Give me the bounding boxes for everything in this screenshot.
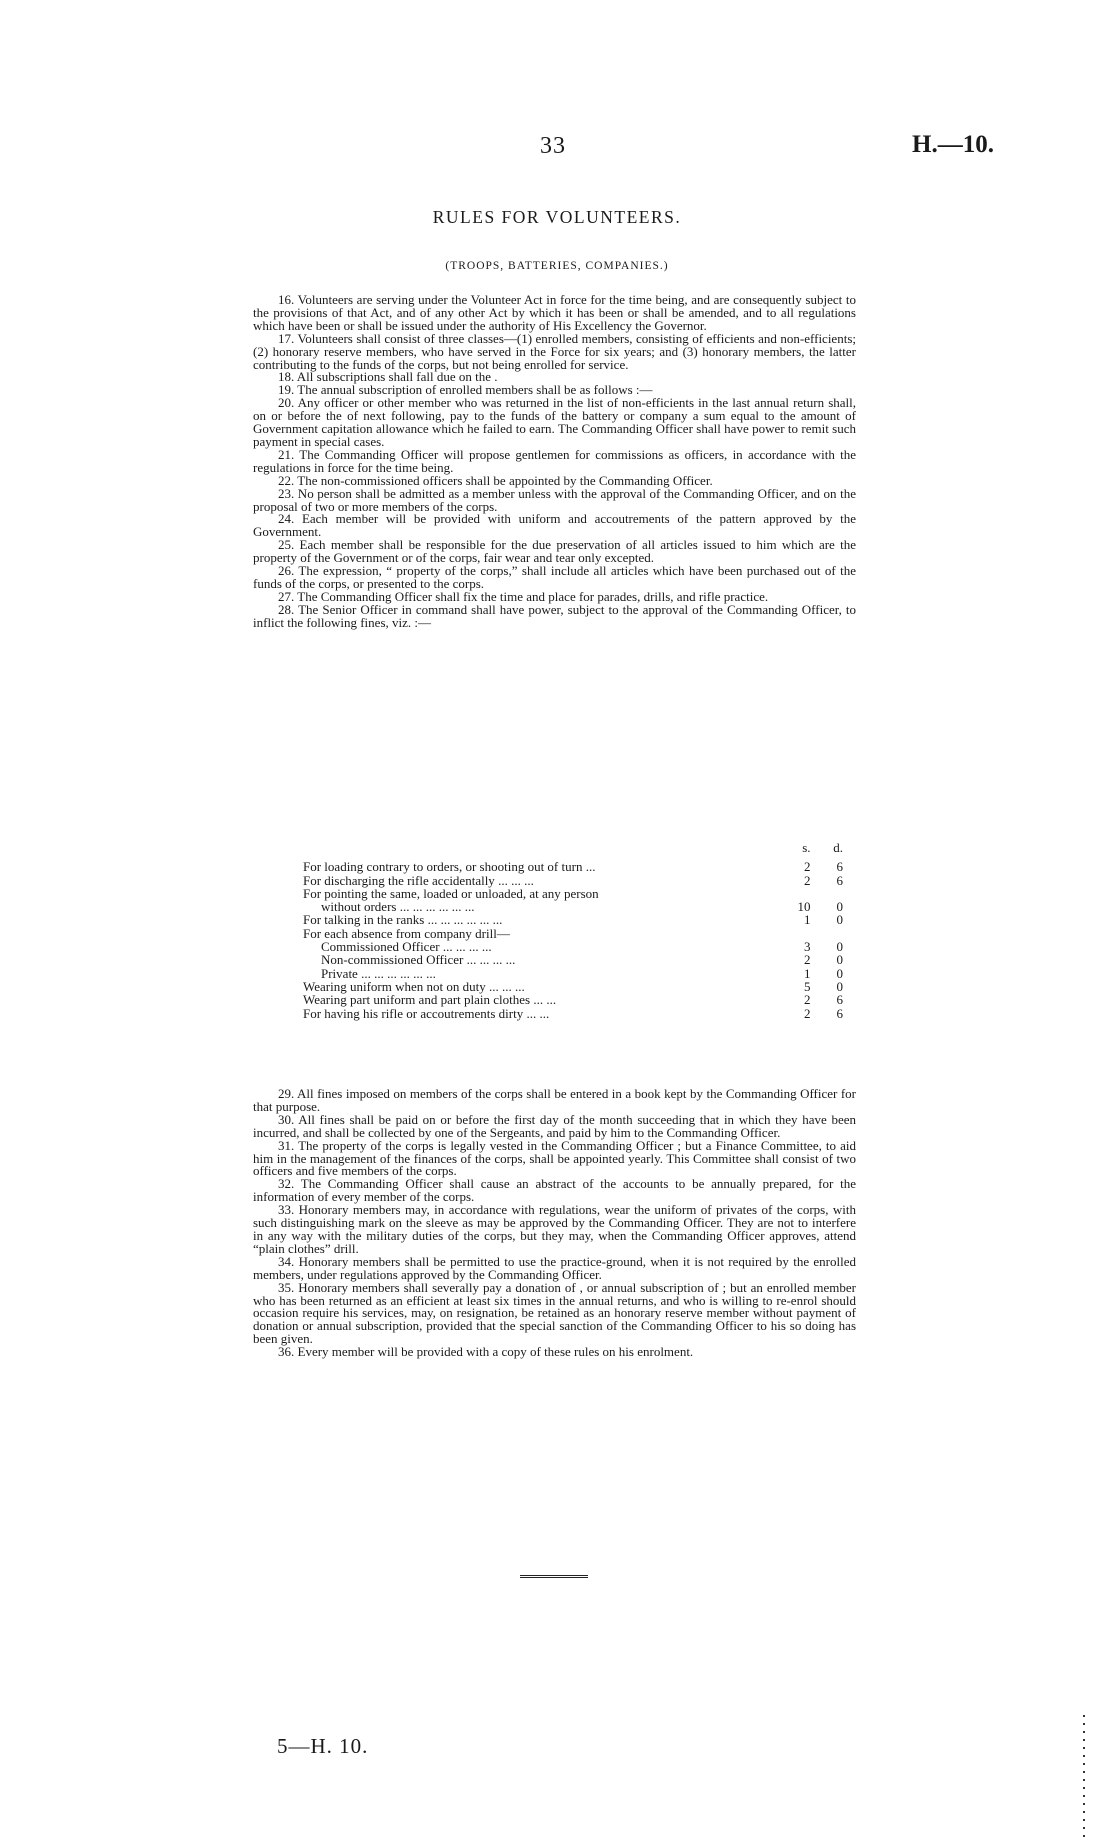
fine-leader-dots: ... ... ...	[494, 872, 534, 888]
rule-paragraph: 29. All fines imposed on members of the corps shall be entered in a book kept by the Commanding Officer for that purpose.	[253, 1086, 856, 1114]
rule-paragraph: 36. Every member will be provided with a copy of these rules on his enrolment.	[278, 1344, 694, 1360]
rule-paragraph: 35. Honorary members shall severally pay a donation of , or annual subscription of ; but an enrolled member who has been returned as an efficient at least six times in the annual returns, and who is willing to re-enrol should occasion require his services, may, on resignation, be retained as an honorary reserve member without payment of donation or annual subscription, provided that the special sanction of the Commanding Officer to his so doing has been given.	[253, 1279, 856, 1347]
rule-paragraph: 24. Each member will be provided with uniform and accoutrements of the pattern approved by the Government.	[253, 511, 856, 540]
fine-label: Commissioned Officer	[321, 939, 440, 955]
page-number: 33	[540, 133, 566, 159]
fines-header-row	[303, 841, 843, 860]
fine-shillings: 2	[804, 992, 811, 1008]
fine-row	[303, 900, 843, 913]
rule-paragraph: 28. The Senior Officer in command shall have power, subject to the approval of the Commanding Officer, to inflict the following fines, viz. :—	[253, 601, 856, 630]
fines-table	[303, 841, 843, 1020]
rule-paragraph: 30. All fines shall be paid on or before the first day of the month succeeding that in which they have been incurred, and shall be collected by one of the Sergeants, and paid by him to the Commanding Officer.	[253, 1111, 856, 1140]
fine-label: without orders	[321, 899, 397, 915]
fine-label: For pointing the same, loaded or unloaded, at any person	[303, 885, 599, 901]
fine-leader-dots: ... ... ... ...	[439, 939, 492, 955]
document-title: RULES FOR VOLUNTEERS.	[432, 207, 682, 227]
fine-pence: 0	[836, 912, 843, 928]
fine-leader-dots: ... ... ... ... ... ...	[357, 965, 436, 981]
fine-label: For talking in the ranks	[303, 912, 425, 928]
fine-row	[303, 913, 843, 926]
printer-signature: 5—H. 10.	[277, 1734, 369, 1758]
fine-leader-dots: ... ... ... ... ... ...	[396, 899, 475, 915]
fine-pence: 0	[836, 952, 843, 968]
fine-pence: 0	[836, 939, 843, 955]
fine-label: For loading contrary to orders, or shooting out of turn	[303, 859, 583, 875]
fine-row	[303, 940, 843, 953]
rule-paragraph: 18. All subscriptions shall fall due on the .	[278, 369, 498, 385]
fine-pence: 6	[836, 1005, 843, 1021]
pence-header: d.	[833, 840, 843, 855]
fine-label: Wearing part uniform and part plain clothes	[303, 992, 531, 1008]
margin-dots	[1083, 1715, 1085, 1843]
rule-paragraph: 32. The Commanding Officer shall cause an abstract of the accounts to be annually prepared, for the information of every member of the corps.	[253, 1176, 856, 1205]
rule-paragraph: 31. The property of the corps is legally vested in the Commanding Officer ; but a Finance Committee, to aid him in the management of the finances of the corps, shall be appointed yearly. This Committee shall consist of two officers and five members of the corps.	[253, 1137, 856, 1179]
fine-shillings: 2	[804, 872, 811, 888]
fine-pence	[814, 927, 844, 940]
rule-paragraph: 16. Volunteers are serving under the Volunteer Act in force for the time being, and are consequently subject to the provisions of that Act, and of any other Act by which it has been or shall be amended, and to all regulations which have been or shall be issued under the authority of His Excellency the Governor.	[253, 292, 856, 333]
fine-row	[303, 874, 843, 887]
fine-label: For having his rifle or accoutrements dirty	[303, 1005, 524, 1021]
fine-pence: 0	[836, 978, 843, 994]
rule-paragraph: 27. The Commanding Officer shall fix the time and place for parades, drills, and rifle practice.	[278, 588, 769, 604]
fine-pence: 0	[836, 965, 843, 981]
rule-paragraph: 19. The annual subscription of enrolled members shall be as follows :—	[278, 382, 653, 398]
fine-row	[303, 980, 843, 993]
paper-reference: H.—10.	[912, 131, 994, 158]
fine-leader-dots: ... ... ... ... ... ...	[424, 912, 503, 928]
document-subtitle: (TROOPS, BATTERIES, COMPANIES.)	[445, 260, 669, 272]
fine-label: For each absence from company drill—	[303, 925, 510, 941]
rule-paragraph: 21. The Commanding Officer will propose gentlemen for commissions as officers, in accordance with the regulations in force for the time being.	[253, 446, 856, 475]
fine-row	[303, 887, 843, 900]
fine-shillings: 1	[804, 912, 811, 928]
shillings-header: s.	[802, 840, 811, 855]
rule-paragraph: 26. The expression, “ property of the corps,” shall include all articles which have been purchased out of the funds of the corps, or presented to the corps.	[253, 563, 856, 591]
fine-label: For discharging the rifle accidentally	[303, 872, 495, 888]
fine-label: Non-commissioned Officer	[321, 952, 464, 968]
fine-row	[303, 927, 843, 940]
fine-leader-dots: ... ...	[523, 1005, 550, 1021]
fine-row	[303, 1007, 843, 1020]
rule-paragraph: 23. No person shall be admitted as a member unless with the approval of the Commanding Officer, and on the proposal of two or more members of the corps.	[253, 485, 856, 514]
fine-leader-dots: ... ... ...	[485, 978, 525, 994]
fine-leader-dots: ... ...	[530, 992, 557, 1008]
fine-pence: 6	[836, 859, 843, 875]
fine-row	[303, 860, 843, 873]
fine-leader-dots: ...	[582, 859, 596, 875]
rule-paragraph: 34. Honorary members shall be permitted to use the practice-ground, when it is not required by the enrolled members, under regulations approved by the Commanding Officer.	[253, 1253, 856, 1282]
rules-block-2	[253, 1088, 856, 1359]
rule-paragraph: 20. Any officer or other member who was returned in the list of non-efficients in the last annual return shall, on or before the of next following, pay to the funds of the battery or company a sum equal to the amount of Government capitation allowance which he failed to earn. The Commanding Officer shall have power to remit such payment in special cases.	[253, 395, 856, 449]
fine-shillings: 2	[804, 1005, 811, 1021]
fine-pence: 6	[836, 992, 843, 1008]
fine-shillings: 2	[804, 952, 811, 968]
rules-block-1	[253, 294, 856, 630]
fine-label: Private	[321, 965, 358, 981]
fine-shillings	[785, 927, 813, 940]
fine-shillings: 2	[804, 859, 811, 875]
fine-pence: 6	[836, 872, 843, 888]
fine-label: Wearing uniform when not on duty	[303, 978, 486, 994]
fine-shillings: 3	[804, 939, 811, 955]
rule-paragraph: 25. Each member shall be responsible for the due preservation of all articles issued to him which are the property of the Government or of the corps, fair wear and tear only excepted.	[253, 537, 856, 566]
fine-row	[303, 967, 843, 980]
fine-pence	[814, 887, 844, 900]
fine-shillings: 10	[797, 899, 811, 915]
rule-paragraph: 22. The non-commissioned officers shall be appointed by the Commanding Officer.	[278, 472, 713, 488]
fine-pence: 0	[836, 899, 843, 915]
fine-row	[303, 953, 843, 966]
fine-leader-dots: ... ... ... ...	[463, 952, 516, 968]
end-rule-divider	[520, 1575, 588, 1578]
rule-paragraph: 17. Volunteers shall consist of three classes—(1) enrolled members, consisting of efficients and non-efficients; (2) honorary reserve members, who have served in the Force for six years; and (3) honorary members, the latter contributing to the funds of the corps, but not being enrolled for service.	[253, 330, 856, 372]
fine-shillings: 1	[804, 965, 811, 981]
rule-paragraph: 33. Honorary members may, in accordance with regulations, wear the uniform of privates of the corps, with such distinguishing mark on the sleeve as may be approved by the Commanding Officer. They are not to interfere in any way with the military duties of the corps, but they may, when the Commanding Officer approves, attend “plain clothes” drill.	[253, 1202, 856, 1256]
fine-shillings: 5	[804, 978, 811, 994]
fine-shillings	[785, 887, 813, 900]
fine-row	[303, 993, 843, 1006]
